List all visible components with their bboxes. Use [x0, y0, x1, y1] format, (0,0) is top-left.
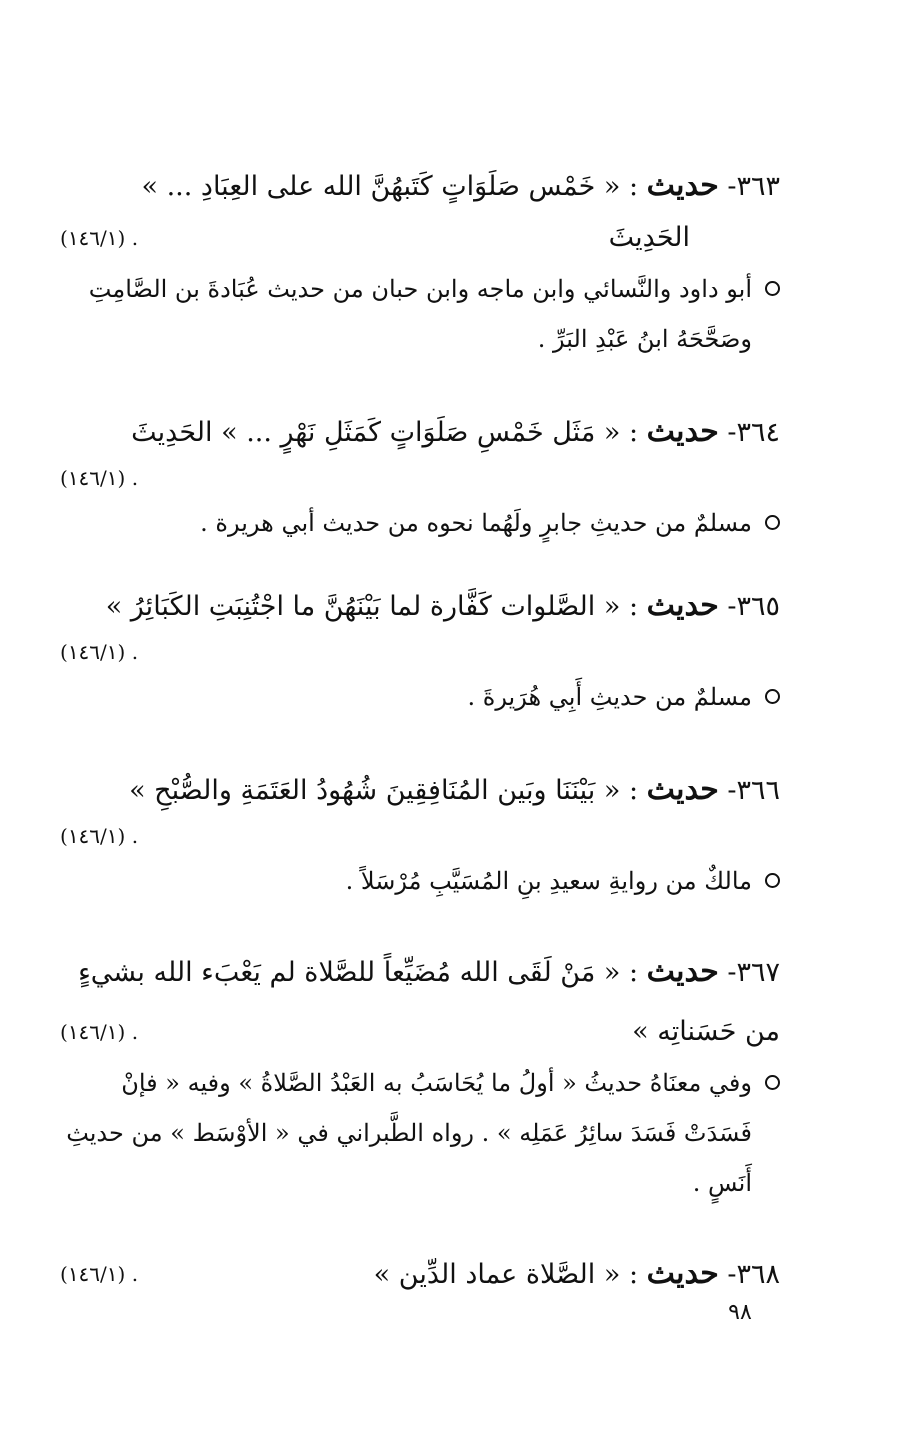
takhrij-comment [60, 672, 780, 722]
hadith-keyword: حديث [646, 414, 719, 449]
circle-bullet-icon [765, 873, 780, 888]
circle-bullet-icon [765, 689, 780, 704]
reference: (١٤٦/١) . [60, 226, 139, 250]
hadith-entry-364 [60, 406, 780, 548]
reference: (١٤٦/١) . [60, 824, 139, 848]
hadith-text: « بَيْنَنَا وبَين المُنَافِقِينَ شُهُودُ العَتَمَةِ والصُّبْحِ » [129, 775, 621, 806]
hadith-entry-367 [60, 946, 780, 1208]
takhrij-comment [60, 1058, 780, 1208]
hadith-line: ٣٦٧- حديث : « مَنْ لَقَى الله مُضَيِّعاً للصَّلاة لم يَعْبَء الله بشيءٍ [78, 954, 780, 989]
hadith-text: من حَسَناتِه » [632, 1016, 780, 1047]
hadith-entry-366 [60, 764, 780, 906]
hadith-keyword: حديث [646, 588, 719, 623]
hadith-text: « مَثَل خَمْسِ صَلَوَاتٍ كَمَثَلِ نَهْرٍ ... » الحَدِيثَ [131, 417, 621, 448]
hadith-text: « خَمْس صَلَوَاتٍ كَتَبهُنَّ الله على العِبَادِ ... » [141, 171, 621, 202]
reference: (١٤٦/١) . [60, 640, 139, 664]
hadith-line: ٣٦٥- حديث : « الصَّلوات كَفَّارة لما بَيْنَهُنَّ ما اجْتُنِبَتِ الكَبَائِرُ » [105, 588, 780, 623]
reference: (١٤٦/١) . [60, 1020, 139, 1044]
hadith-entry-363 [60, 160, 780, 364]
comment-line: مسلمٌ من حديثِ أَبِي هُرَيرةَ . [467, 683, 752, 711]
takhrij-comment [60, 498, 780, 548]
reference: (١٤٦/١) . [60, 466, 139, 490]
hadith-number: ٣٦٨- [727, 1259, 780, 1290]
hadith-text: « الصَّلاة عماد الدِّين » [373, 1259, 621, 1290]
hadith-keyword: حديث [646, 954, 719, 989]
hadith-number: ٣٦٦- [727, 775, 780, 806]
comment-line: وصَحَّحَهُ ابنُ عَبْدِ البَرِّ . [537, 325, 752, 353]
comment-line: فَسَدَتْ فَسَدَ سائِرُ عَمَلِه » . رواه الطَّبراني في « الأوْسَط » من حديثِ [66, 1119, 752, 1147]
hadith-keyword: حديث [646, 1256, 719, 1291]
hadith-line: ٣٦٤- حديث : « مَثَل خَمْسِ صَلَوَاتٍ كَمَثَلِ نَهْرٍ ... » الحَدِيثَ [131, 414, 780, 449]
circle-bullet-icon [765, 515, 780, 530]
comment-line: أَنَسٍ . [692, 1169, 752, 1197]
circle-bullet-icon [765, 1075, 780, 1090]
hadith-number: ٣٦٥- [727, 591, 780, 622]
takhrij-comment [60, 264, 780, 364]
comment-line: أبو داود والنَّسائي وابن ماجه وابن حبان من حديث عُبَادةَ بن الصَّامِتِ [88, 275, 752, 303]
hadith-line [60, 212, 780, 264]
hadith-line: ٣٦٨- حديث : « الصَّلاة عماد الدِّين » (١٤٦/١) . [60, 1248, 780, 1300]
comment-line: مسلمٌ من حديثِ جابرٍ ولَهُما نحوه من حديث أبي هريرة . [200, 509, 752, 537]
circle-bullet-icon [765, 281, 780, 296]
reference-line [60, 632, 780, 672]
hadith-keyword: حديث [646, 772, 719, 807]
hadith-number: ٣٦٧- [727, 957, 780, 988]
takhrij-comment [60, 856, 780, 906]
hadith-text: « مَنْ لَقَى الله مُضَيِّعاً للصَّلاة لم يَعْبَء الله بشيءٍ [78, 957, 621, 988]
hadith-entry-368 [60, 1248, 780, 1300]
hadith-line: ٣٦٦- حديث : « بَيْنَنَا وبَين المُنَافِقِينَ شُهُودُ العَتَمَةِ والصُّبْحِ » [129, 772, 780, 807]
hadith-line [60, 1006, 780, 1058]
reference-line [60, 458, 780, 498]
hadith-number: ٣٦٤- [727, 417, 780, 448]
hadith-text: « الصَّلوات كَفَّارة لما بَيْنَهُنَّ ما اجْتُنِبَتِ الكَبَائِرُ » [105, 591, 621, 622]
comment-line: وفي معنَاهُ حديثُ « أولُ ما يُحَاسَبُ به العَبْدُ الصَّلاةُ » وفيه « فإنْ [121, 1069, 752, 1097]
reference: (١٤٦/١) . [60, 1262, 139, 1286]
hadith-line: ٣٦٣- حديث : « خَمْس صَلَوَاتٍ كَتَبهُنَّ الله على العِبَادِ ... » [141, 168, 780, 203]
hadith-keyword: حديث [646, 168, 719, 203]
hadith-text: الحَدِيثَ [608, 222, 690, 253]
hadith-number: ٣٦٣- [727, 171, 780, 202]
page-number: ٩٨ [728, 1300, 752, 1325]
reference-line [60, 816, 780, 856]
comment-line: مالكٌ من روايةِ سعيدِ بنِ المُسَيَّبِ مُرْسَلاً . [345, 867, 752, 895]
hadith-entry-365 [60, 580, 780, 722]
